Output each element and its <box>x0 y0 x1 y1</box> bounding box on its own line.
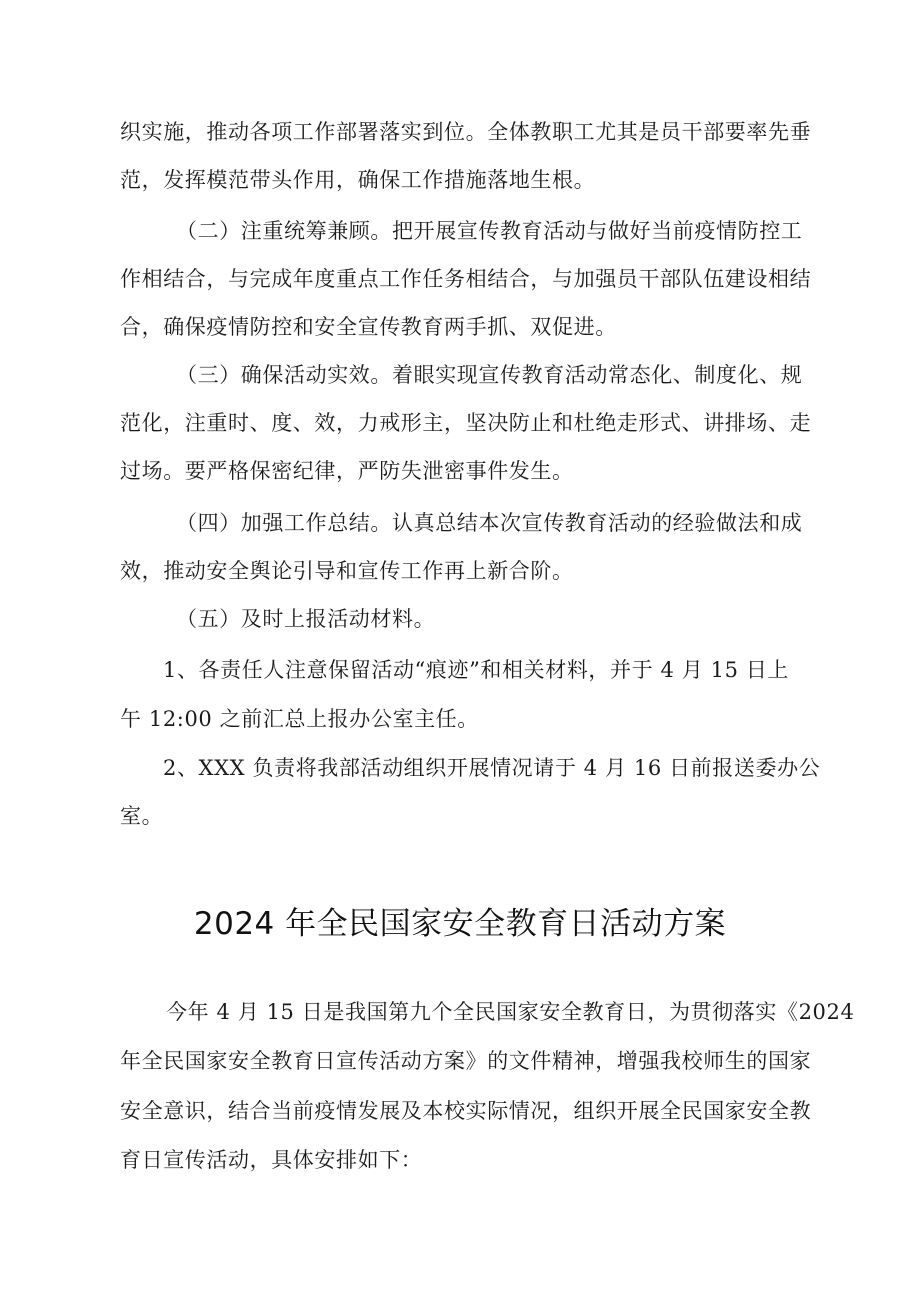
paragraph-line: 范化，注重时、度、效，力戒形主，坚决防止和杜绝走形式、讲排场、走 <box>120 411 812 435</box>
paragraph-line: 午 12:00 之前汇总上报办公室主任。 <box>120 707 479 731</box>
paragraph-line: （五）及时上报活动材料。 <box>176 607 436 631</box>
paragraph-line: 效，推动安全舆论引导和宣传工作再上新合阶。 <box>120 559 574 583</box>
intro-line: 年全民国家安全教育日宣传活动方案》的文件精神，增强我校师生的国家 <box>120 1049 812 1073</box>
paragraph-line: 范，发挥模范带头作用，确保工作措施落地生根。 <box>120 168 596 192</box>
intro-line: 安全意识，结合当前疫情发展及本校实际情况，组织开展全民国家安全教 <box>120 1099 812 1123</box>
paragraph-line: （四）加强工作总结。认真总结本次宣传教育活动的经验做法和成 <box>176 511 803 535</box>
paragraph-line: 2、XXX 负责将我部活动组织开展情况请于 4 月 16 日前报送委办公 <box>163 756 821 780</box>
paragraph-line: 室。 <box>120 804 164 828</box>
paragraph-line: （三）确保活动实效。着眼实现宣传教育活动常态化、制度化、规 <box>176 363 803 387</box>
intro-line: 今年 4 月 15 日是我国第九个全民国家安全教育日，为贯彻落实《2024 <box>166 1000 855 1024</box>
intro-line: 育日宣传活动，具体安排如下： <box>120 1148 423 1172</box>
section-title: 2024 年全民国家安全教育日活动方案 <box>193 906 727 942</box>
paragraph-line: 合，确保疫情防控和安全宣传教育两手抓、双促进。 <box>120 315 617 339</box>
paragraph-line: 过场。要严格保密纪律，严防失泄密事件发生。 <box>120 459 574 483</box>
paragraph-line: （二）注重统筹兼顾。把开展宣传教育活动与做好当前疫情防控工 <box>176 219 803 243</box>
paragraph-line: 1、各责任人注意保留活动“痕迹”和相关材料，并于 4 月 15 日上 <box>163 658 790 682</box>
paragraph-line: 织实施，推动各项工作部署落实到位。全体教职工尤其是员干部要率先垂 <box>120 120 812 144</box>
paragraph-line: 作相结合，与完成年度重点工作任务相结合，与加强员干部队伍建设相结 <box>120 267 812 291</box>
